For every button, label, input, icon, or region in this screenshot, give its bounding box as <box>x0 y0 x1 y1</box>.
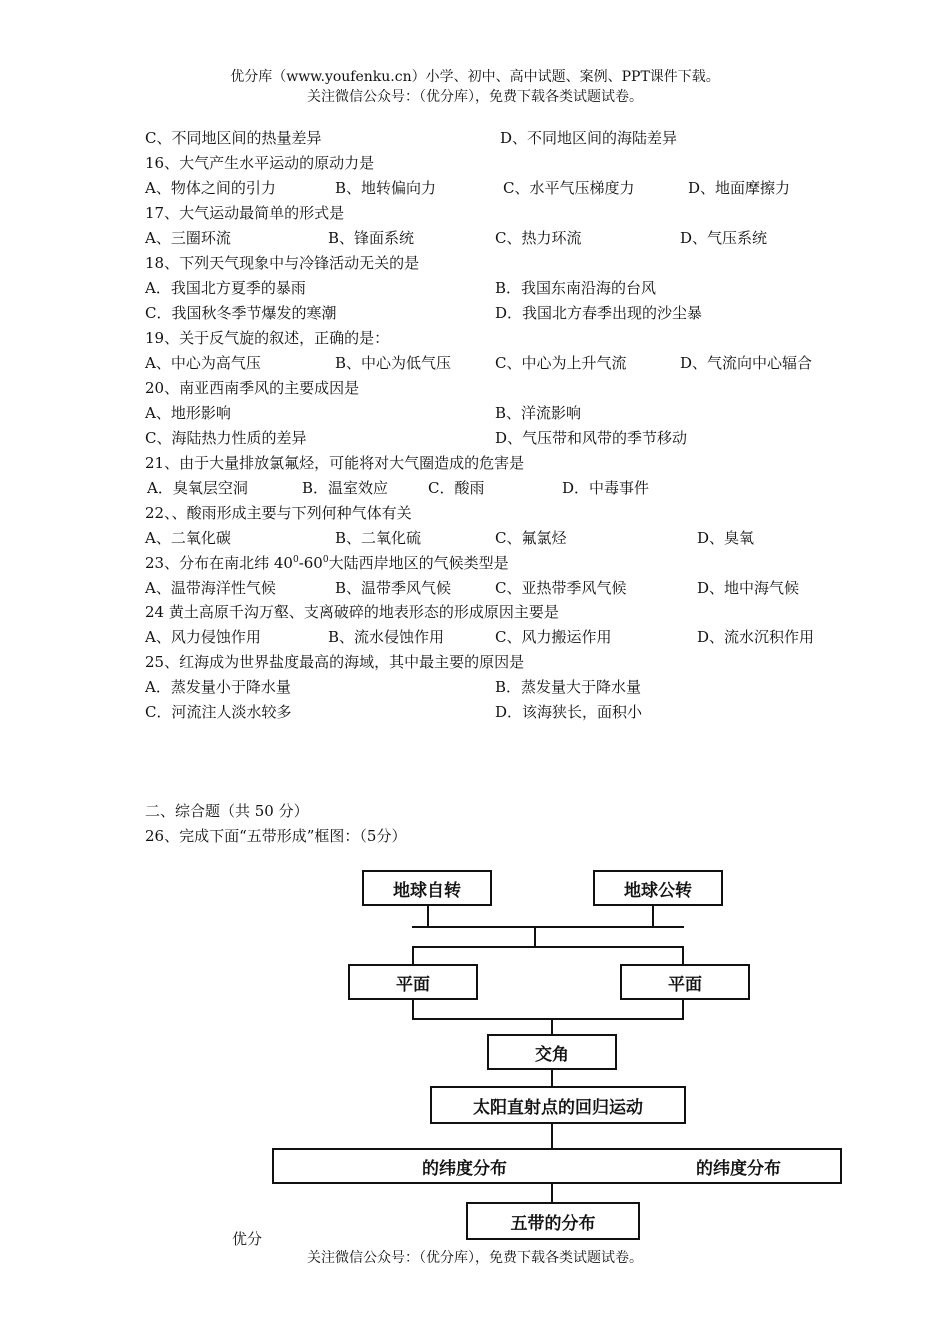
connector-line <box>551 1122 553 1150</box>
latitude-distribution-right: 的纬度分布 <box>696 1158 781 1179</box>
footer-line: 关注微信公众号：（优分库），免费下载各类试题试卷。 <box>307 1250 643 1266</box>
q19-option-b: B、中心为低气压 <box>335 354 452 372</box>
q20-option-d: D、气压带和风带的季节移动 <box>495 429 688 447</box>
connector-line <box>412 1018 684 1020</box>
q16-option-c: C、水平气压梯度力 <box>503 179 635 197</box>
q22-option-d: D、臭氧 <box>697 529 755 547</box>
q18-stem: 18、下列天气现象中与冷锋活动无关的是 <box>145 254 420 272</box>
q25-option-b: B．蒸发量大于降水量 <box>495 678 642 696</box>
latitude-distribution-box <box>272 1148 842 1184</box>
q19-stem: 19、关于反气旋的叙述，正确的是： <box>145 329 390 347</box>
sun-direct-point-motion-box: 太阳直射点的回归运动 <box>430 1086 686 1124</box>
five-zones-box: 五带的分布 <box>466 1202 640 1240</box>
q18-option-d: D．我国北方春季出现的沙尘暴 <box>495 304 703 322</box>
connector-line <box>551 1182 553 1204</box>
section-2-title: 二、综合题（共 50 分） <box>145 802 309 820</box>
q24-option-c: C、风力搬运作用 <box>495 628 612 646</box>
q15-option-d: D、不同地区间的海陆差异 <box>500 129 678 147</box>
connector-line <box>412 998 414 1018</box>
q23-option-c: C、亚热带季风气候 <box>495 579 627 597</box>
q15-option-c: C、不同地区间的热量差异 <box>145 129 322 147</box>
q16-option-b: B、地转偏向力 <box>335 179 437 197</box>
q20-option-c: C、海陆热力性质的差异 <box>145 429 307 447</box>
q21-option-c: C．酸雨 <box>428 479 485 497</box>
q21-option-b: B．温室效应 <box>302 479 389 497</box>
header-line-2: 关注微信公众号：（优分库），免费下载各类试题试卷。 <box>307 89 643 105</box>
q23-option-a: A、温带海洋性气候 <box>145 579 276 597</box>
latitude-distribution-left: 的纬度分布 <box>422 1158 507 1179</box>
q21-option-d: D．中毒事件 <box>562 479 650 497</box>
q22-option-a: A、二氧化碳 <box>145 529 231 547</box>
q22-option-c: C、氟氯烃 <box>495 529 567 547</box>
q25-stem: 25、红海成为世界盐度最高的海域，其中最主要的原因是 <box>145 653 525 671</box>
plane-left-box: 平面 <box>348 964 478 1000</box>
q17-option-b: B、锋面系统 <box>328 229 415 247</box>
q25-option-c: C．河流注人淡水较多 <box>145 703 292 721</box>
q23-option-d: D、地中海气候 <box>697 579 800 597</box>
q18-option-b: B．我国东南沿海的台风 <box>495 279 657 297</box>
q19-option-a: A、中心为高气压 <box>145 354 261 372</box>
connector-line <box>412 926 684 928</box>
q23-option-b: B、温带季风气候 <box>335 579 452 597</box>
q24-option-d: D、流水沉积作用 <box>697 628 815 646</box>
q20-option-b: B、洋流影响 <box>495 404 582 422</box>
connector-line <box>652 904 654 926</box>
connector-line <box>682 946 684 966</box>
q21-stem: 21、由于大量排放氯氟烃，可能将对大气圈造成的危害是 <box>145 454 525 472</box>
q16-option-d: D、地面摩擦力 <box>688 179 791 197</box>
connector-line <box>412 946 684 948</box>
q22-stem: 22、、酸雨形成主要与下列何种气体有关 <box>145 504 412 522</box>
q17-option-a: A、三圈环流 <box>145 229 231 247</box>
plane-right-box: 平面 <box>620 964 750 1000</box>
q17-option-c: C、热力环流 <box>495 229 582 247</box>
q25-option-d: D．该海狭长，面积小 <box>495 703 643 721</box>
q18-option-a: A．我国北方夏季的暴雨 <box>145 279 306 297</box>
intersection-angle-box: 交角 <box>487 1034 617 1070</box>
q20-option-a: A、地形影响 <box>145 404 231 422</box>
connector-line <box>551 1068 553 1088</box>
q19-option-c: C、中心为上升气流 <box>495 354 627 372</box>
q22-option-b: B、二氧化硫 <box>335 529 422 547</box>
q17-stem: 17、大气运动最简单的形式是 <box>145 204 345 222</box>
q24-option-a: A、风力侵蚀作用 <box>145 628 261 646</box>
connector-line <box>682 998 684 1018</box>
q23-stem: 23、分布在南北纬 $40^0-60^0$大陆西岸地区的气候类型是 <box>145 554 509 572</box>
q17-option-d: D、气压系统 <box>680 229 768 247</box>
earth-rotation-box: 地球自转 <box>362 870 492 906</box>
q24-option-b: B、流水侵蚀作用 <box>328 628 445 646</box>
q25-option-a: A．蒸发量小于降水量 <box>145 678 291 696</box>
q18-option-c: C．我国秋冬季节爆发的寒潮 <box>145 304 337 322</box>
q19-option-d: D、气流向中心辐合 <box>680 354 813 372</box>
q16-stem: 16、大气产生水平运动的原动力是 <box>145 154 375 172</box>
footer-left-text: 优分 <box>232 1230 263 1248</box>
earth-revolution-box: 地球公转 <box>593 870 723 906</box>
connector-line <box>427 904 429 926</box>
connector-line <box>534 926 536 946</box>
q21-option-a: A．臭氧层空洞 <box>147 479 248 497</box>
q16-option-a: A、物体之间的引力 <box>145 179 276 197</box>
header-line-1: 优分库（www.youfenku.cn）小学、初中、高中试题、案例、PPT课件下载。 <box>230 69 720 85</box>
q20-stem: 20、南亚西南季风的主要成因是 <box>145 379 360 397</box>
q24-stem: 24 黄土高原千沟万壑、支离破碎的地表形态的形成原因主要是 <box>145 603 559 621</box>
q26-stem: 26、完成下面“五带形成”框图：（5分） <box>145 827 407 845</box>
connector-line <box>412 946 414 966</box>
